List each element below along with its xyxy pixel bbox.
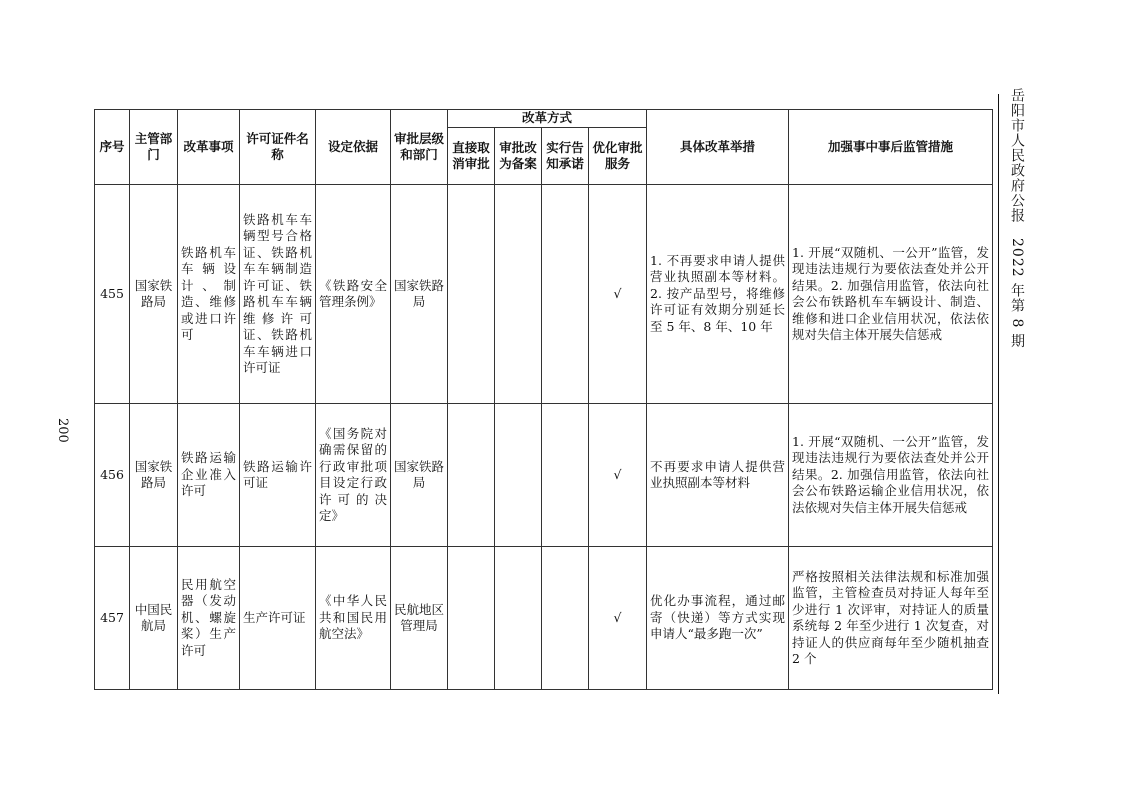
cell-cancel: [448, 404, 495, 547]
table-row: [95, 185, 993, 404]
header-measures: 具体改革举措: [647, 110, 789, 185]
cell-permit: 生产许可证: [240, 547, 316, 690]
cell-cancel: [448, 547, 495, 690]
cell-seq: 455: [95, 185, 130, 404]
header-optimize: 优化审批服务: [589, 128, 647, 185]
cell-basis: 《铁路安全管理条例》: [316, 185, 391, 404]
cell-supervision: 1. 开展“双随机、一公开”监管，发现违法违规行为要依法查处并公开结果。2. 加强信用监管，依法向社会公布铁路运输企业信用状况，依法依规对失信主体开展失信惩戒: [789, 404, 993, 547]
cell-notify: [542, 404, 589, 547]
cell-supervision: 严格按照相关法律法规和标准加强监管，主管检查员对持证人每年至少进行 1 次评审，对持证人的质量系统每 2 年至少进行 1 次复查，对持证人的供应商每年至少随机抽查 2 个: [789, 547, 993, 690]
reform-table: [94, 109, 993, 690]
header-dept: 主管部门: [130, 110, 178, 185]
cell-dept: 国家铁路局: [130, 404, 178, 547]
cell-measures: 优化办事流程，通过邮寄（快递）等方式实现申请人“最多跑一次”: [647, 547, 789, 690]
cell-seq: 457: [95, 547, 130, 690]
bulletin-header: 岳阳市人民政府公报 2022 年第 8 期: [1009, 88, 1025, 349]
cell-permit: 铁路机车车辆型号合格证、铁路机车车辆制造许可证、铁路机车车辆维修许可证、铁路机车车辆进口许可证: [240, 185, 316, 404]
cell-seq: 456: [95, 404, 130, 547]
header-basis: 设定依据: [316, 110, 391, 185]
cell-measures: 1. 不再要求申请人提供营业执照副本等材料。2. 按产品型号，将维修许可证有效期分别延长至 5 年、8 年、10 年: [647, 185, 789, 404]
cell-level: 国家铁路局: [391, 404, 448, 547]
table-row: [95, 404, 993, 547]
cell-optimize: √: [589, 404, 647, 547]
cell-optimize: √: [589, 547, 647, 690]
cell-basis: 《中华人民共和国民用航空法》: [316, 547, 391, 690]
header-rule: [998, 94, 999, 694]
header-reform-mode: 改革方式: [448, 110, 647, 128]
cell-measures: 不再要求申请人提供营业执照副本等材料: [647, 404, 789, 547]
cell-item: 民用航空器（发动机、螺旋桨）生产许可: [178, 547, 240, 690]
cell-dept: 中国民航局: [130, 547, 178, 690]
cell-supervision: 1. 开展“双随机、一公开”监管，发现违法违规行为要依法查处并公开结果。2. 加强信用监管，依法向社会公布铁路机车车辆设计、制造、维修和进口企业信用状况，依法依规对失信主体开展失信惩戒: [789, 185, 993, 404]
header-cancel: 直接取消审批: [448, 128, 495, 185]
cell-item: 铁路机车车辆设计、制造、维修或进口许可: [178, 185, 240, 404]
page-number: 200: [55, 418, 70, 443]
header-seq: 序号: [95, 110, 130, 185]
cell-cancel: [448, 185, 495, 404]
cell-dept: 国家铁路局: [130, 185, 178, 404]
cell-level: 国家铁路局: [391, 185, 448, 404]
header-notify: 实行告知承诺: [542, 128, 589, 185]
header-item: 改革事项: [178, 110, 240, 185]
header-permit: 许可证件名称: [240, 110, 316, 185]
cell-optimize: √: [589, 185, 647, 404]
cell-notify: [542, 185, 589, 404]
cell-item: 铁路运输企业准入许可: [178, 404, 240, 547]
cell-permit: 铁路运输许可证: [240, 404, 316, 547]
cell-basis: 《国务院对确需保留的行政审批项目设定行政许可的决定》: [316, 404, 391, 547]
table-row: [95, 547, 993, 690]
header-record: 审批改为备案: [495, 128, 542, 185]
cell-record: [495, 404, 542, 547]
cell-notify: [542, 547, 589, 690]
header-supervision: 加强事中事后监管措施: [789, 110, 993, 185]
header-level: 审批层级和部门: [391, 110, 448, 185]
cell-level: 民航地区管理局: [391, 547, 448, 690]
cell-record: [495, 547, 542, 690]
cell-record: [495, 185, 542, 404]
